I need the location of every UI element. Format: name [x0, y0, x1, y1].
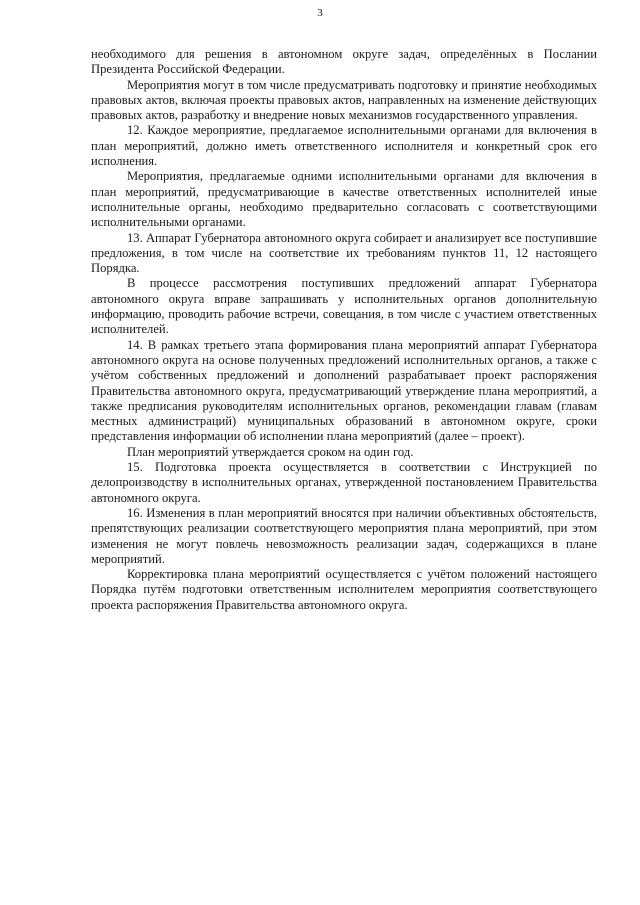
paragraph-item-16: 16. Изменения в план мероприятий вносятся при наличии объективных обстоятельств, препятствующих реализации соответствующего мероприятия плана мероприятий, при этом изменения не могут повлечь невозможность реализации задач, содержащихся в плане мероприятий.: [91, 505, 597, 566]
paragraph: План мероприятий утверждается сроком на один год.: [127, 444, 414, 459]
page-number: 3: [317, 7, 323, 19]
paragraph: Мероприятия, предлагаемые одними исполнительными органами для включения в план мероприятий, предусматривающие в качестве ответственных исполнителей иные исполнительные органы, необходимо предварительно согласовать с соответствующими исполнительными органами.: [91, 169, 597, 230]
paragraph: Мероприятия могут в том числе предусматривать подготовку и принятие необходимых правовых актов, включая проекты правовых актов, направленных на изменение действующих правовых актов, разработку и внедрение новых механизмов государственного управления.: [91, 77, 597, 123]
document-body: [91, 47, 597, 613]
paragraph: Корректировка плана мероприятий осуществляется с учётом положений настоящего Порядка путём подготовки ответственным исполнителем мероприятия соответствующего проекта распоряжения Правительства автономного округа.: [91, 567, 597, 612]
paragraph-item-15: 15. Подготовка проекта осуществляется в соответствии с Инструкцией по делопроизводству в исполнительных органах, утвержденной постановлением Правительства автономного округа.: [91, 460, 597, 505]
paragraph-continuation: необходимого для решения в автономном округе задач, определённых в Послании Президента Российской Федерации.: [91, 47, 597, 77]
paragraph-item-13: 13. Аппарат Губернатора автономного округа собирает и анализирует все поступившие предложения, в том числе на соответствие их требованиям пунктов 11, 12 настоящего Порядка.: [91, 230, 597, 276]
paragraph-item-12: 12. Каждое мероприятие, предлагаемое исполнительными органами для включения в план мероприятий, должно иметь ответственного исполнителя и конкретный срок его исполнения.: [91, 123, 597, 169]
paragraph: В процессе рассмотрения поступивших предложений аппарат Губернатора автономного округа вправе запрашивать у исполнительных органов дополнительную информацию, проводить рабочие встречи, совещания, в том числе с участием ответственных исполнителей.: [91, 276, 597, 337]
paragraph-item-14: 14. В рамках третьего этапа формирования плана мероприятий аппарат Губернатора автономного округа на основе полученных предложений исполнительных органов, а также с учётом собственных предложений и дополнений разрабатывает проект распоряжения Правительства автономного округа, предусматривающий утверждение плана мероприятий, а также предписания руководителям исполнительных органов, рекомендации главам (главам местных администраций) муниципальных образований в автономном округе, сроки представления информации об исполнении плана мероприятий (далее – проект).: [91, 337, 597, 444]
